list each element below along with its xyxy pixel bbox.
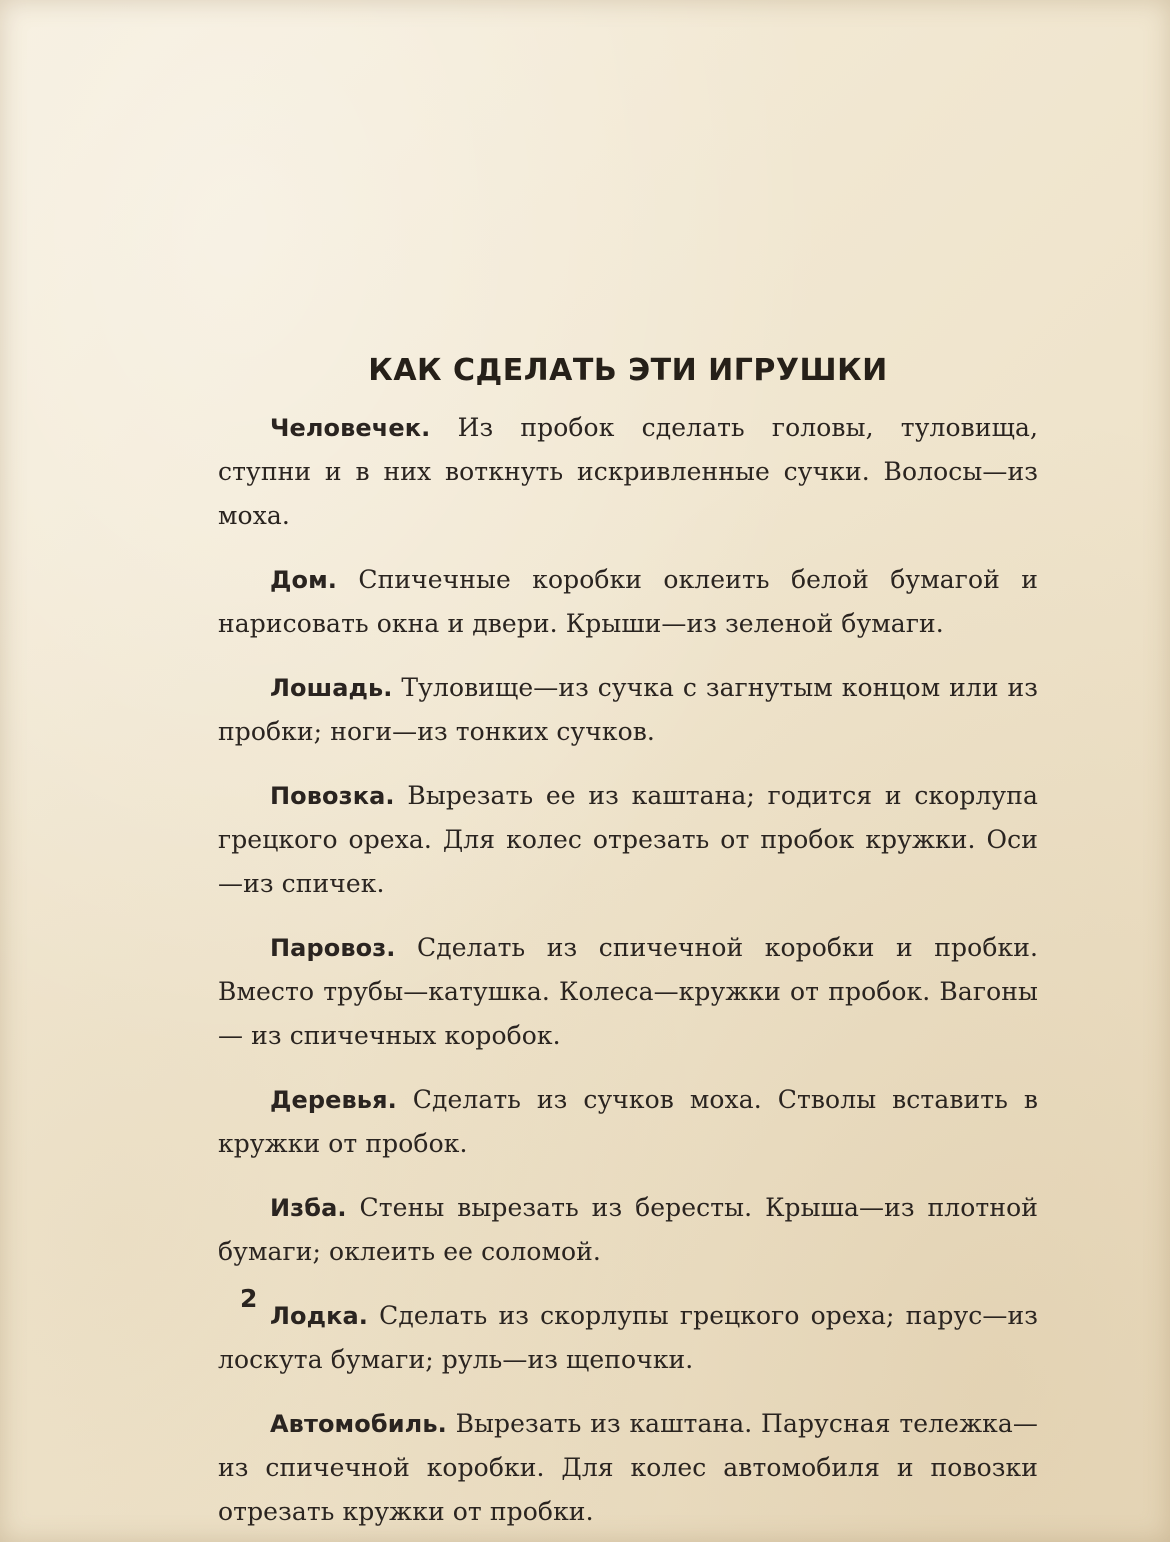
item-text: Из пробок сделать головы, туловища, ступни и в них воткнуть искривленные сучки. Волосы—из моха. xyxy=(218,413,1039,530)
item-term: Дом. xyxy=(270,566,337,594)
instruction-chelovechek xyxy=(218,406,1038,538)
item-term: Автомобиль. xyxy=(270,1410,447,1438)
item-text: Спичечные коробки оклеить белой бумагой и нарисовать окна и двери. Крыши—из зеленой бумаги. xyxy=(218,565,1038,638)
item-term: Лодка. xyxy=(270,1302,369,1330)
instruction-derevya xyxy=(218,1078,1038,1166)
item-text: Стены вырезать из бересты. Крыша—из плотной бумаги; оклеить ее соломой. xyxy=(218,1193,1039,1266)
instruction-izba xyxy=(218,1186,1038,1274)
item-term: Паровоз. xyxy=(270,934,396,962)
item-text: Сделать из сучков моха. Стволы вставить в кружки от пробок. xyxy=(218,1085,1039,1158)
item-term: Повозка. xyxy=(270,782,395,810)
item-term: Лошадь. xyxy=(270,674,393,702)
instruction-lodka xyxy=(218,1294,1038,1382)
page-content xyxy=(218,350,1038,1542)
item-term: Деревья. xyxy=(270,1086,397,1114)
page-number: 2 xyxy=(240,1284,258,1313)
item-term: Изба. xyxy=(270,1194,347,1222)
instruction-loshad xyxy=(218,666,1038,754)
item-text: Вырезать из каштана. Парусная тележка—из спичечной коробки. Для колес автомобиля и повозки отрезать кружки от пробки. xyxy=(218,1409,1038,1526)
item-text: Туловище—из сучка с загнутым концом или из пробки; ноги—из тонких сучков. xyxy=(218,673,1038,746)
instruction-parovoz xyxy=(218,926,1038,1058)
instruction-dom xyxy=(218,558,1038,646)
instruction-povozka xyxy=(218,774,1038,906)
item-text: Вырезать ее из каштана; годится и скорлупа грецкого ореха. Для колес отрезать от пробок кружки. Оси—из спичек. xyxy=(218,781,1039,898)
page-title: КАК СДЕЛАТЬ ЭТИ ИГРУШКИ xyxy=(368,353,888,388)
item-text: Сделать из скорлупы грецкого ореха; парус—из лоскута бумаги; руль—из щепочки. xyxy=(218,1301,1038,1374)
item-text: Сделать из спичечной коробки и пробки. Вместо трубы—катушка. Колеса—кружки от пробок. Вагоны — из спичечных коробок. xyxy=(218,933,1038,1050)
instruction-avtomobil xyxy=(218,1402,1038,1534)
item-term: Человечек. xyxy=(270,414,431,442)
